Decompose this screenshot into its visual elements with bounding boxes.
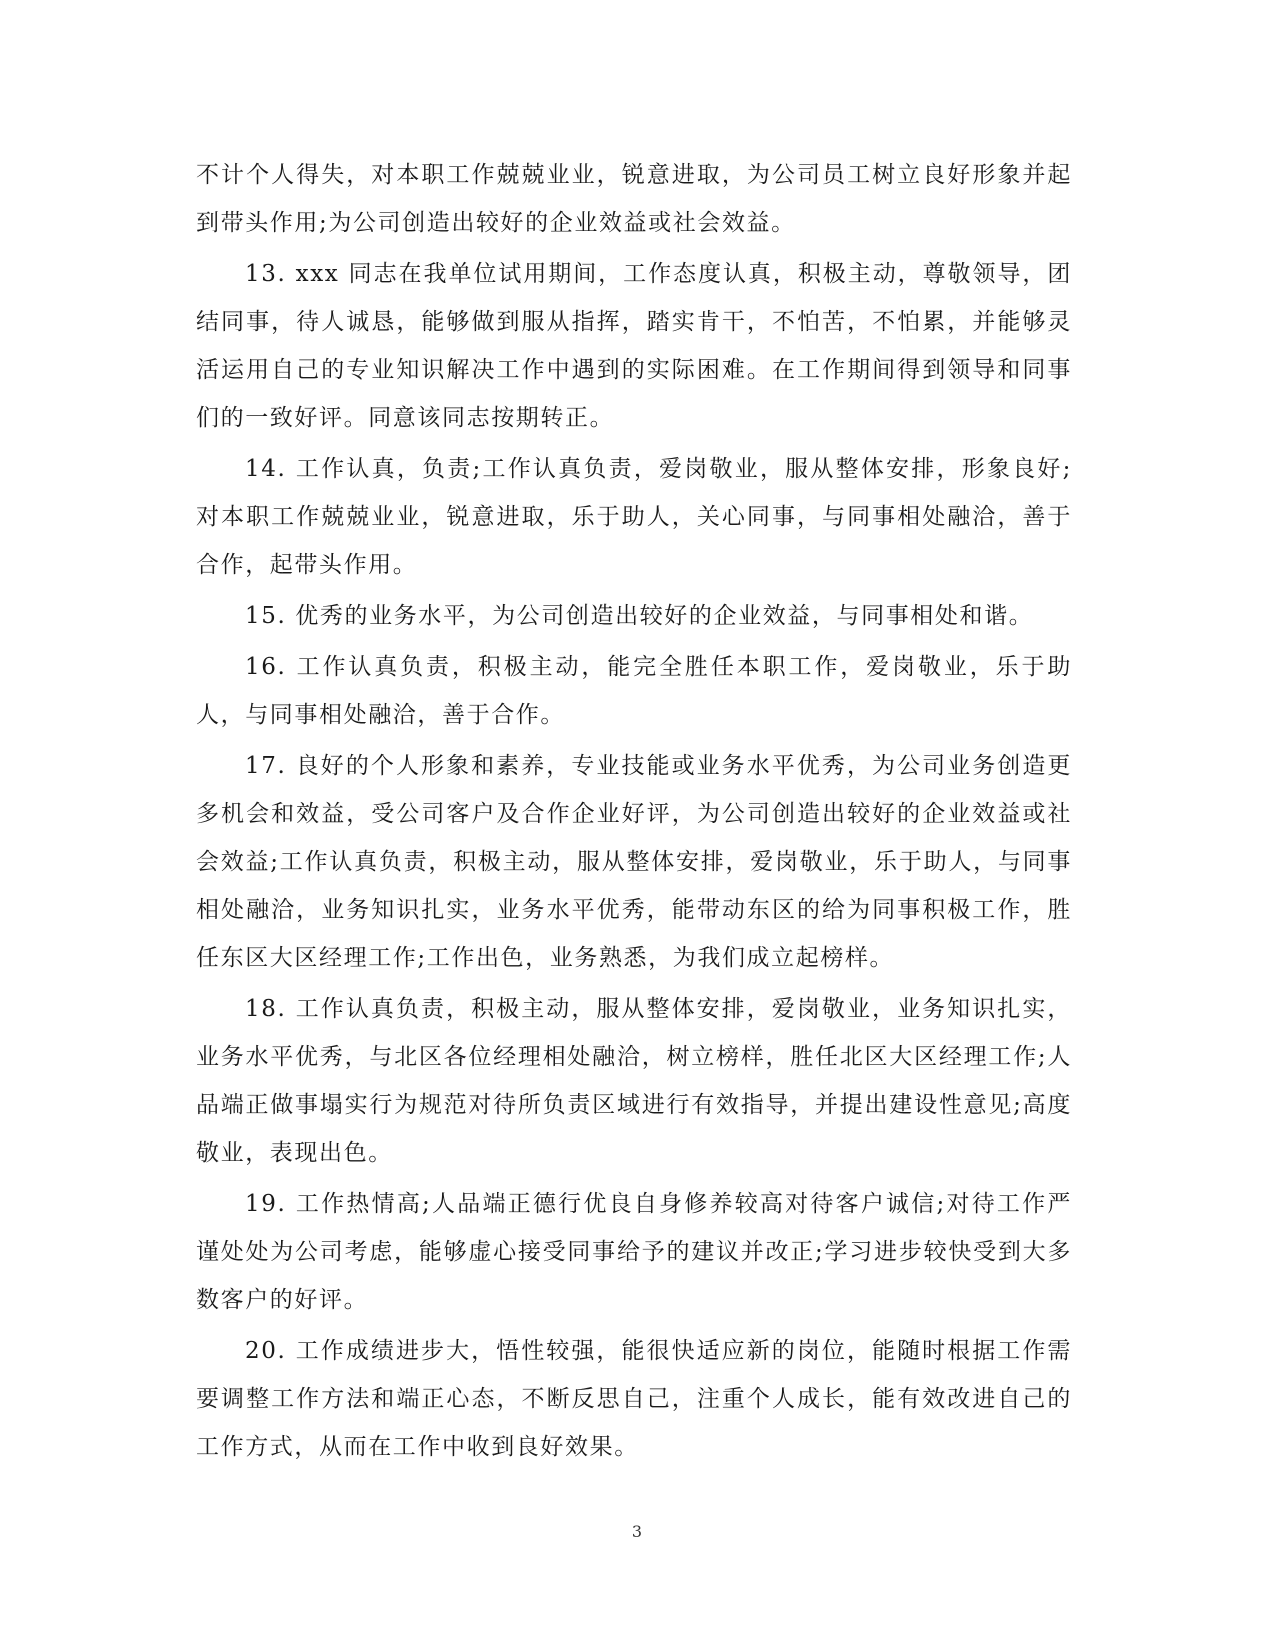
paragraph-item-20: 20. 工作成绩进步大，悟性较强，能很快适应新的岗位，能随时根据工作需要调整工作方法和端正心态，不断反思自己，注重个人成长，能有效改进自己的工作方式，从而在工作中收到良好效果。 <box>196 1338 1072 1460</box>
paragraph-item-19: 19. 工作热情高;人品端正德行优良自身修养较高对待客户诚信;对待工作严谨处处为公司考虑，能够虚心接受同事给予的建议并改正;学习进步较快受到大多数客户的好评。 <box>196 1191 1072 1313</box>
paragraph-item-18: 18. 工作认真负责，积极主动，服从整体安排，爱岗敬业，业务知识扎实，业务水平优秀，与北区各位经理相处融洽，树立榜样，胜任北区大区经理工作;人品端正做事塌实行为规范对待所负责区域进行有效指导，并提出建设性意见;高度敬业，表现出色。 <box>196 996 1072 1166</box>
paragraph-item-17: 17. 良好的个人形象和素养，专业技能或业务水平优秀，为公司业务创造更多机会和效益，受公司客户及合作企业好评，为公司创造出较好的企业效益或社会效益;工作认真负责，积极主动，服从整体安排，爱岗敬业，乐于助人，与同事相处融洽，业务知识扎实，业务水平优秀，能带动东区的给为同事积极工作，胜任东区大区经理工作;工作出色，业务熟悉，为我们成立起榜样。 <box>196 753 1072 971</box>
document-body <box>196 151 1072 1474</box>
paragraph-item-14: 14. 工作认真，负责;工作认真负责，爱岗敬业，服从整体安排，形象良好;对本职工作兢兢业业，锐意进取，乐于助人，关心同事，与同事相处融洽，善于合作，起带头作用。 <box>196 456 1072 578</box>
paragraph-item-15: 15. 优秀的业务水平，为公司创造出较好的企业效益，与同事相处和谐。 <box>245 603 1034 629</box>
paragraph-continuation: 不计个人得失，对本职工作兢兢业业，锐意进取，为公司员工树立良好形象并起到带头作用;为公司创造出较好的企业效益或社会效益。 <box>196 162 1072 236</box>
paragraph-item-13: 13. xxx 同志在我单位试用期间，工作态度认真，积极主动，尊敬领导，团结同事，待人诚恳，能够做到服从指挥，踏实肯干，不怕苦，不怕累，并能够灵活运用自己的专业知识解决工作中遇到的实际困难。在工作期间得到领导和同事们的一致好评。同意该同志按期转正。 <box>196 261 1072 431</box>
paragraph-item-16: 16. 工作认真负责，积极主动，能完全胜任本职工作，爱岗敬业，乐于助人，与同事相处融洽，善于合作。 <box>196 654 1072 728</box>
page-number: 3 <box>631 1522 643 1541</box>
